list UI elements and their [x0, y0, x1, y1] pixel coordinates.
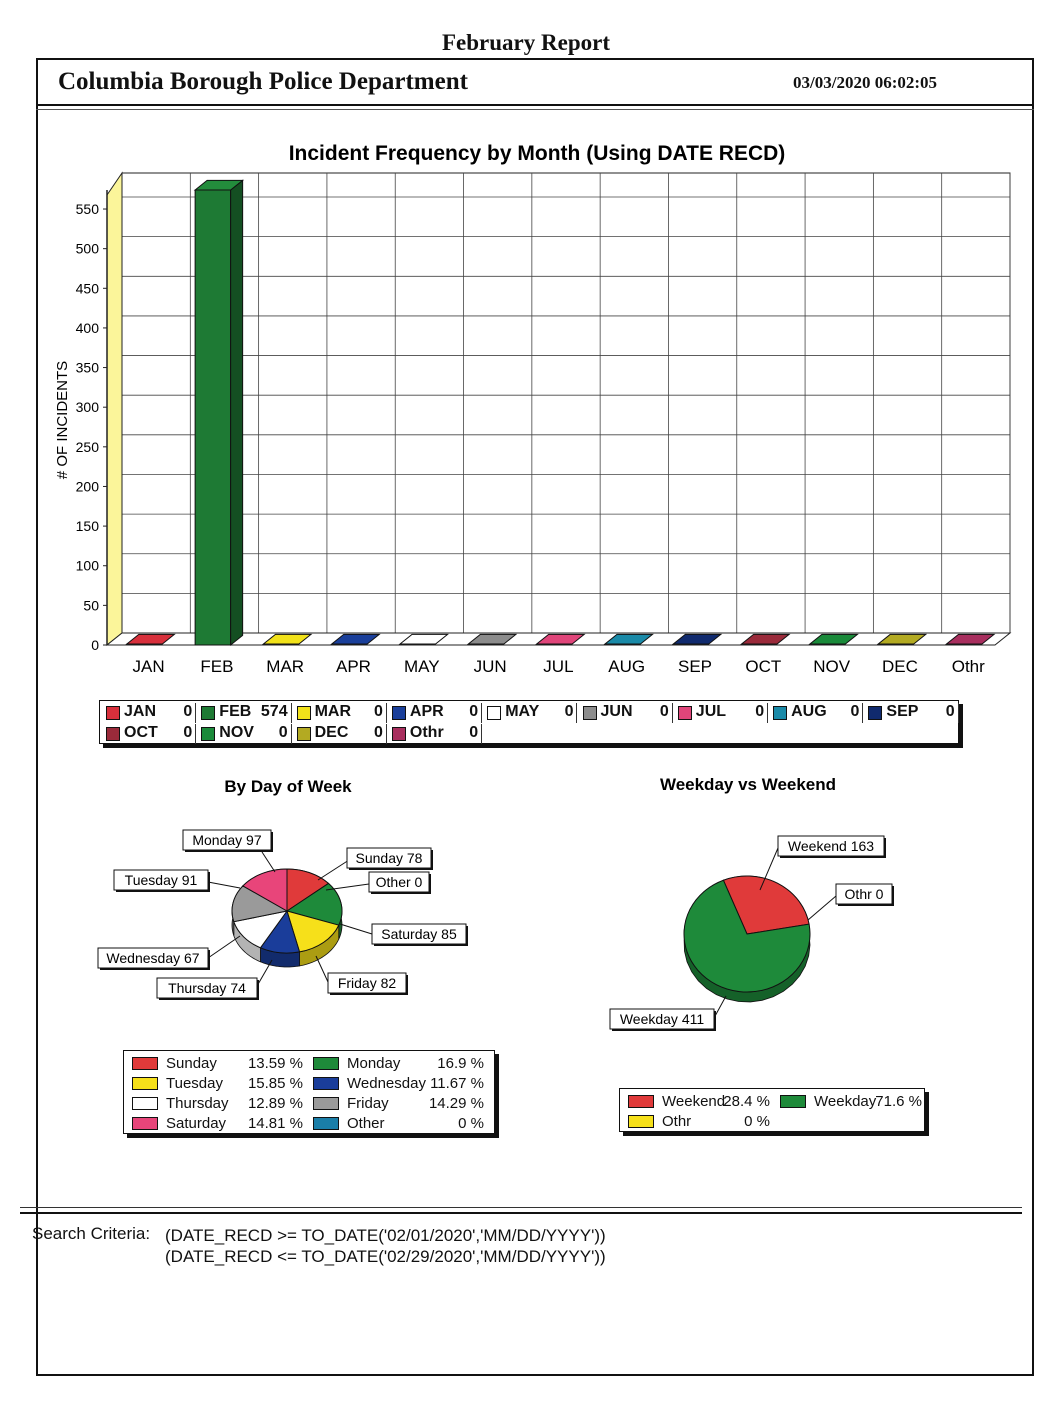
legend-swatch [313, 1117, 339, 1130]
y-tick-label: 150 [75, 518, 99, 535]
legend-value: 0 [659, 703, 669, 720]
legend-percent: 16.9 % [437, 1055, 484, 1072]
y-tick-label: 200 [75, 478, 99, 495]
legend-percent: 12.89 % [247, 1095, 303, 1112]
x-tick-label: MAY [404, 657, 440, 676]
svg-text:Tuesday 91: Tuesday 91 [124, 872, 198, 888]
legend-swatch [678, 706, 692, 720]
legend-label: Sunday [166, 1055, 217, 1072]
x-tick-label: FEB [200, 657, 234, 676]
legend-swatch [132, 1097, 158, 1110]
svg-text:Othr 0: Othr 0 [844, 886, 884, 902]
x-tick-label: JUL [543, 657, 574, 676]
x-tick-label: DEC [882, 657, 918, 676]
legend-label: Weekend [662, 1093, 726, 1110]
legend-percent: 0 % [744, 1113, 770, 1130]
legend-value: 0 [850, 703, 860, 720]
y-tick-label: 400 [75, 319, 99, 336]
legend-label: Wednesday [347, 1075, 426, 1092]
legend-item-jul [676, 703, 768, 723]
legend-value: 0 [469, 724, 479, 741]
legend-swatch [313, 1077, 339, 1090]
slice-label [610, 996, 726, 1031]
bar-feb [195, 180, 243, 645]
legend-label: OCT [124, 724, 158, 741]
legend-value: 0 [755, 703, 765, 720]
y-tick-label: 50 [83, 597, 99, 614]
legend-percent: 71.6 % [875, 1093, 922, 1110]
svg-text:Monday 97: Monday 97 [192, 832, 262, 848]
y-tick-label: 450 [75, 280, 99, 297]
legend-label: FEB [219, 703, 252, 720]
legend-item-aug [771, 703, 863, 723]
legend-value: 0 [945, 703, 955, 720]
legend-label: NOV [219, 724, 254, 741]
bar-chart-ylabel: # OF INCIDENTS [54, 360, 71, 480]
search-criteria-line-2: (DATE_RECD <= TO_DATE('02/29/2020','MM/DD/YYYY')) [165, 1247, 606, 1266]
legend-percent: 28.4 % [723, 1093, 770, 1110]
legend-value: 0 [183, 724, 193, 741]
legend-item-monday [313, 1054, 486, 1074]
legend-swatch [313, 1057, 339, 1070]
svg-text:Thursday 74: Thursday 74 [168, 980, 246, 996]
legend-swatch [201, 706, 215, 720]
department-name: Columbia Borough Police Department [58, 68, 468, 95]
y-tick-label: 300 [75, 399, 99, 416]
weekday-weekend-title: Weekday vs Weekend [659, 775, 837, 794]
legend-item-weekend [628, 1092, 772, 1112]
legend-swatch [487, 706, 501, 720]
slice-label [316, 956, 408, 995]
legend-swatch [106, 727, 120, 741]
bar-chart-x-axis [133, 657, 986, 676]
legend-label: Othr [409, 724, 444, 741]
svg-text:Wednesday 67: Wednesday 67 [106, 950, 200, 966]
legend-item-apr [390, 703, 482, 723]
weekday-weekend-legend [619, 1088, 925, 1132]
legend-swatch [392, 727, 406, 741]
search-criteria-label: Search Criteria: [32, 1224, 151, 1243]
legend-percent: 14.29 % [428, 1095, 484, 1112]
legend-label: Saturday [166, 1115, 227, 1132]
x-tick-label: AUG [608, 657, 646, 676]
slice-label [114, 870, 240, 892]
legend-item-weekday [780, 1092, 924, 1112]
legend-label: DEC [314, 724, 349, 741]
legend-percent: 13.59 % [247, 1055, 303, 1072]
svg-text:Weekend 163: Weekend 163 [787, 838, 875, 854]
legend-value: 0 [373, 724, 383, 741]
footer-divider-thin [20, 1207, 1022, 1208]
x-tick-label: SEP [678, 657, 713, 676]
x-tick-label: NOV [813, 657, 851, 676]
legend-swatch [132, 1077, 158, 1090]
bar-chart-title: Incident Frequency by Month (Using DATE RECD) [288, 142, 786, 165]
legend-swatch [773, 706, 787, 720]
legend-label: JUN [600, 703, 633, 720]
legend-percent: 0 % [458, 1115, 484, 1132]
legend-swatch [313, 1097, 339, 1110]
svg-text:Sunday 78: Sunday 78 [355, 850, 423, 866]
x-tick-label: JAN [132, 657, 165, 676]
y-tick-label: 250 [75, 438, 99, 455]
legend-swatch [628, 1115, 654, 1128]
legend-item-feb [199, 703, 291, 723]
legend-swatch [392, 706, 406, 720]
legend-swatch [132, 1117, 158, 1130]
slice-label [340, 924, 468, 946]
legend-item-nov [199, 724, 291, 744]
x-tick-label: MAR [266, 657, 305, 676]
legend-label: JAN [124, 703, 157, 720]
legend-percent: 14.81 % [247, 1115, 303, 1132]
legend-label: SEP [886, 703, 919, 720]
search-criteria-line-1: (DATE_RECD >= TO_DATE('02/01/2020','MM/DD/YYYY')) [165, 1226, 606, 1245]
slice-label [808, 884, 894, 920]
legend-swatch [132, 1057, 158, 1070]
legend-item-othr [628, 1112, 772, 1132]
legend-label: MAR [314, 703, 352, 720]
legend-swatch [106, 706, 120, 720]
slice-label [326, 872, 431, 894]
day-of-week-legend [123, 1050, 495, 1134]
legend-swatch [297, 706, 311, 720]
legend-value: 0 [278, 724, 288, 741]
legend-label: Friday [347, 1095, 389, 1112]
legend-percent: 15.85 % [247, 1075, 303, 1092]
legend-swatch [868, 706, 882, 720]
legend-item-othr [390, 724, 482, 744]
slice-label [760, 836, 886, 890]
y-tick-label: 100 [75, 557, 99, 574]
legend-label: APR [409, 703, 444, 720]
pie-charts [0, 760, 1052, 1100]
legend-item-mar [295, 703, 387, 723]
legend-label: Tuesday [166, 1075, 223, 1092]
svg-text:Weekday 411: Weekday 411 [619, 1011, 705, 1027]
legend-value: 0 [373, 703, 383, 720]
slice-label [98, 936, 240, 970]
legend-item-jun [581, 703, 673, 723]
x-tick-label: APR [336, 657, 371, 676]
slice-label [183, 830, 275, 872]
x-tick-label: OCT [745, 657, 782, 676]
report-title: February Report [442, 30, 610, 55]
month-legend [99, 700, 959, 744]
y-tick-label: 350 [75, 359, 99, 376]
report-timestamp: 03/03/2020 06:02:05 [793, 73, 938, 92]
legend-item-dec [295, 724, 387, 744]
legend-item-may [485, 703, 577, 723]
legend-item-thursday [132, 1094, 305, 1114]
x-tick-label: Othr [951, 657, 985, 676]
svg-text:Other 0: Other 0 [375, 874, 423, 890]
legend-label: JUL [695, 703, 727, 720]
legend-item-sunday [132, 1054, 305, 1074]
legend-swatch [201, 727, 215, 741]
legend-value: 574 [260, 703, 288, 720]
legend-value: 0 [564, 703, 574, 720]
legend-item-saturday [132, 1114, 305, 1134]
weekday-weekend-pie [684, 876, 810, 1002]
legend-item-jan [104, 703, 196, 723]
legend-swatch [628, 1095, 654, 1108]
footer-divider [20, 1212, 1022, 1214]
legend-swatch [297, 727, 311, 741]
legend-value: 0 [469, 703, 479, 720]
x-tick-label: JUN [473, 657, 507, 676]
legend-item-wednesday [313, 1074, 486, 1094]
svg-text:Saturday 85: Saturday 85 [381, 926, 457, 942]
legend-label: Weekday [814, 1093, 877, 1110]
legend-item-oct [104, 724, 196, 744]
y-tick-label: 0 [91, 637, 99, 653]
bar-chart-y-axis [76, 190, 107, 653]
y-tick-label: 550 [75, 201, 99, 218]
legend-label: AUG [791, 703, 827, 720]
legend-item-other [313, 1114, 486, 1134]
legend-swatch [780, 1095, 806, 1108]
legend-label: Other [347, 1115, 385, 1132]
legend-label: MAY [505, 703, 540, 720]
legend-swatch [583, 706, 597, 720]
legend-percent: 11.67 % [430, 1075, 484, 1092]
legend-item-sep [866, 703, 958, 723]
monthly-bar-chart [0, 0, 1052, 700]
legend-label: Monday [347, 1055, 401, 1072]
svg-text:Friday 82: Friday 82 [337, 975, 397, 991]
legend-item-friday [313, 1094, 486, 1114]
y-tick-label: 500 [75, 240, 99, 257]
legend-label: Thursday [166, 1095, 229, 1112]
legend-label: Othr [662, 1113, 692, 1130]
day-of-week-pie [232, 869, 342, 967]
legend-value: 0 [183, 703, 193, 720]
legend-item-tuesday [132, 1074, 305, 1094]
day-of-week-title: By Day of Week [224, 777, 352, 796]
